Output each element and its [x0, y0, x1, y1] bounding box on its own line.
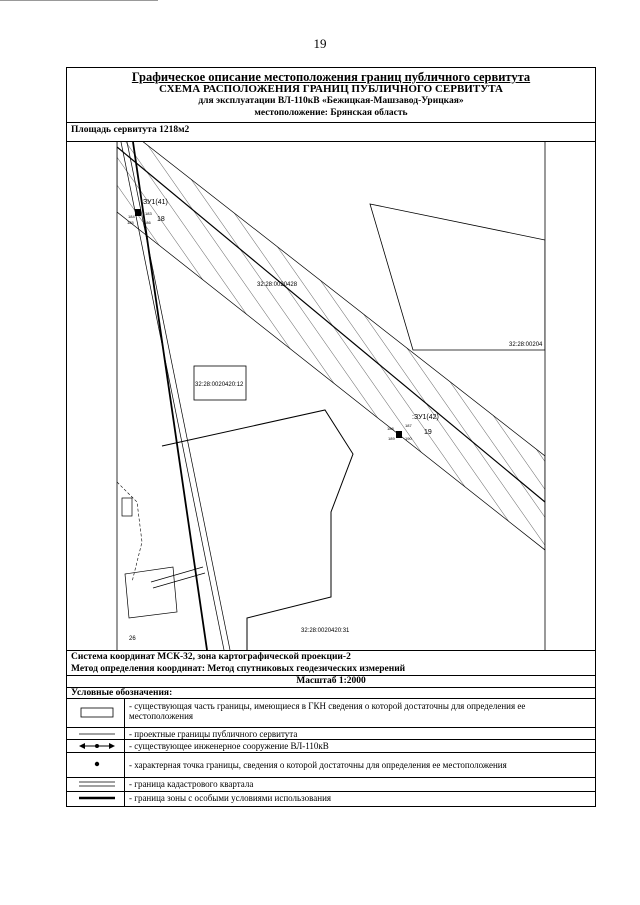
legend-item-text: - существующая часть границы, имеющиеся в ГКН сведения о которой достаточны для определения ее местоположения [129, 701, 526, 721]
label-190: 190 [405, 436, 412, 441]
thick-line-icon [77, 793, 117, 803]
dashed-path [117, 482, 142, 582]
label-26: 26 [129, 636, 136, 642]
parcel-12-boundary [162, 410, 353, 650]
legend-item-text: - проектные границы публичного сервитута [129, 729, 298, 739]
label-187: 187 [405, 423, 412, 428]
legend-item-text: - существующее инженерное сооружение ВЛ-110кВ [129, 741, 329, 751]
double-line-icon [77, 779, 117, 789]
label-parcel-12: 32:28:0020420:12 [195, 382, 244, 388]
legend-column-divider [124, 698, 125, 807]
legend-divider [67, 739, 595, 740]
label-parcel-31: 32:28:0020420:31 [301, 628, 350, 634]
top-rule [0, 0, 158, 1]
header-purpose: для эксплуатации ВЛ-110кВ «Бежицкая-Машзавод-Урицкая» [198, 96, 464, 106]
label-parcel-20: 32:28:00204 [509, 342, 543, 348]
structure [122, 498, 132, 516]
easement-area: Площадь сервитута 1218м2 [71, 125, 190, 135]
easement-corridor [117, 142, 545, 550]
structure [125, 567, 177, 618]
dot-icon [77, 758, 117, 770]
header-location: местоположение: Брянская область [254, 108, 408, 118]
boundary-point-41 [135, 209, 141, 216]
legend-divider [67, 752, 595, 753]
legend-divider [67, 727, 595, 728]
header-title: Графическое описание местоположения границ публичного сервитута [131, 70, 531, 84]
label-zu1-41: :ЗУ1(41) [141, 199, 168, 206]
label-184: 184 [128, 214, 135, 219]
coordinate-method: Метод определения координат: Метод спутниковых геодезических измерений [71, 664, 406, 674]
legend-item-text: - характерная точка границы, сведения о которой достаточны для определения ее местоположения [129, 760, 507, 770]
coordinate-system: Система координат МСК-32, зона картографической проекции-2 [71, 652, 351, 662]
boundary-point-42 [396, 431, 402, 438]
label-188: 188 [387, 426, 394, 431]
legend-item-text: - граница зоны с особыми условиями использования [129, 793, 332, 803]
divider [67, 650, 595, 651]
parcel-polygon [370, 204, 545, 350]
legend-title: Условные обозначения: [71, 688, 173, 698]
label-185: 185 [127, 220, 134, 225]
label-183: 183 [145, 211, 152, 216]
label-186: 186 [144, 220, 151, 225]
label-18: 18 [157, 216, 165, 223]
legend-divider [67, 698, 595, 699]
label-parcel-428: 32:28:0020428 [257, 282, 298, 288]
divider [67, 122, 595, 123]
label-189: 189 [388, 436, 395, 441]
legend-item-text: - граница кадастрового квартала [129, 779, 254, 789]
map-scale: Масштаб 1:2000 [296, 676, 366, 686]
label-19: 19 [424, 429, 432, 436]
thin-line-icon [77, 729, 117, 739]
rectangle-outline-icon [77, 704, 117, 722]
label-zu1-42: :ЗУ1(42) [412, 414, 439, 421]
document-frame [66, 67, 596, 807]
header-subtitle: СХЕМА РАСПОЛОЖЕНИЯ ГРАНИЦ ПУБЛИЧНОГО СЕРВИТУТА [158, 83, 504, 95]
power-line [117, 147, 545, 502]
legend-divider [67, 777, 595, 778]
cadastral-map [67, 142, 595, 650]
arrow-line-icon [77, 741, 117, 751]
page-number: 19 [313, 36, 327, 51]
legend-divider [67, 791, 595, 792]
